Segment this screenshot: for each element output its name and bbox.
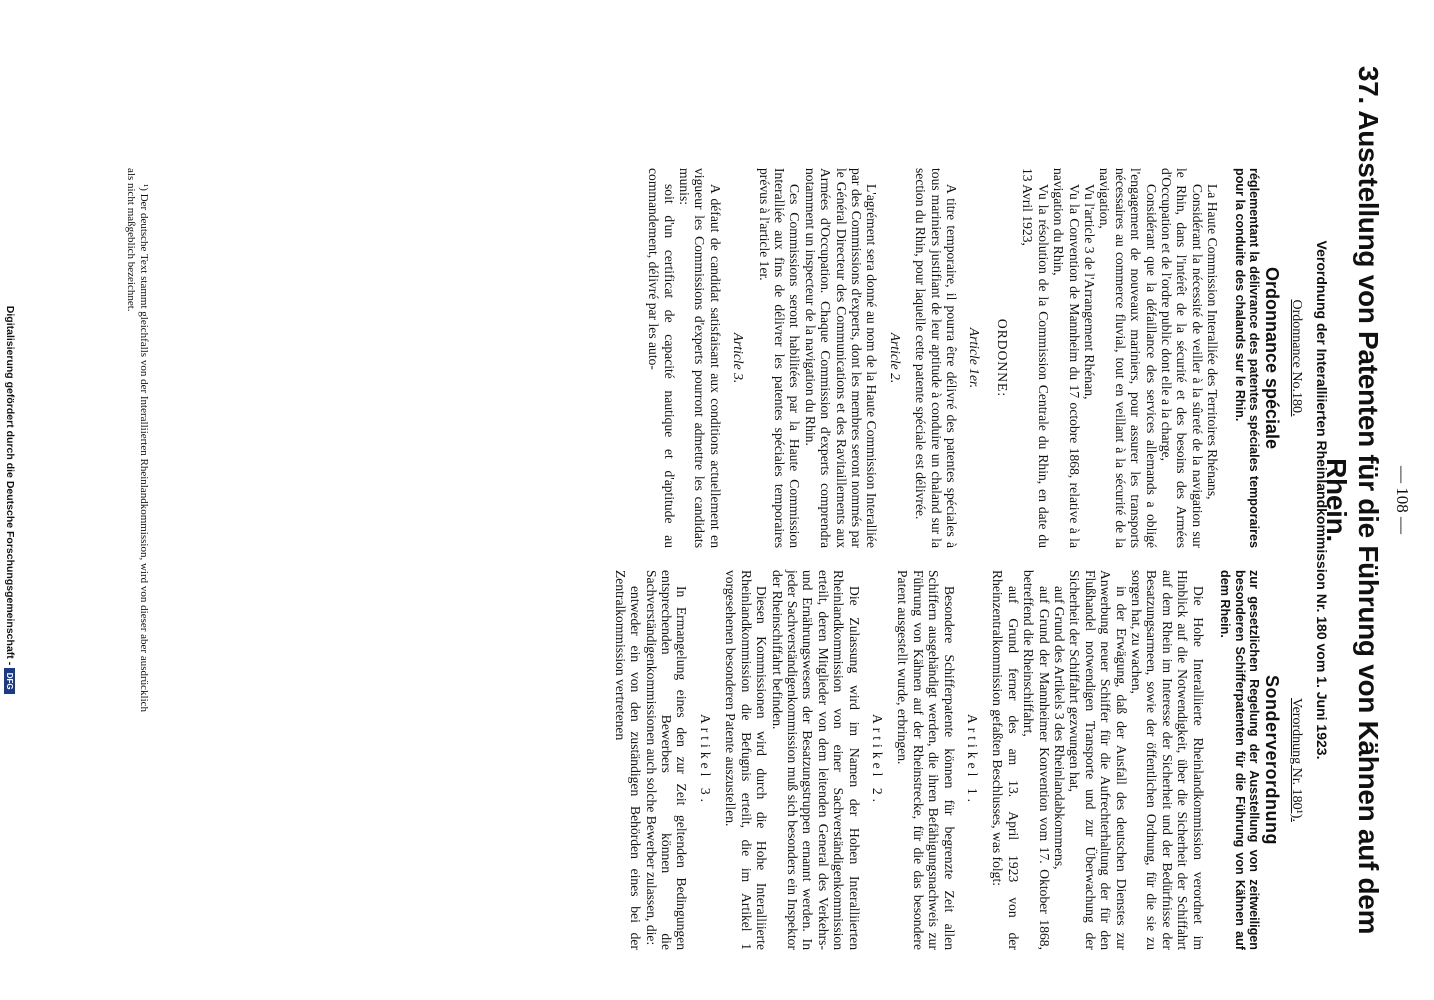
german-preamble-1: Die Hohe Interalliierte Rheinlandkommission verordnet im Hinblick auf die Notwendigkeit, über die Sicherheit der Schiffahrt auf dem Rhein im Interesse der Sicherheit und der Bedürfnisse der Besatzungsarmeen, sowie der öffentlichen Ordnung, für die sie zu sorgen hat, zu wachen,: [1129, 570, 1206, 950]
german-preamble-3: auf Grund des Artikels 3 des Rheinlandabkommens,: [1052, 586, 1068, 870]
german-preamble-2: in der Erwägung, daß der Ausfall des deutschen Dienstes zur Anwerbung neuer Schiffer für die Aufrechterhaltung der für den Flußhandel notwendigen Transporte und zur Überwachung der Sicherheit der Schiffahrt gezwungen hat,: [1067, 570, 1129, 950]
german-artikel-3-text: In Ermangelung eines den zur Zeit geltenden Bedingungen entsprechenden Bewerbers können die Sachverständigenkommissionen auch solche Bewerber zulassen, die:: [643, 570, 690, 950]
french-article-2-text-b: Ces Commissions seront habilitées par la Haute Commission Interalliée aux fins de délivrer les patentes spéciales temporaires prévus à l'article 1er.: [756, 168, 803, 548]
french-subheading: réglementant la délivrance des patentes spéciales temporaires pour la conduite des chalands sur le Rhin.: [1232, 168, 1262, 548]
french-preamble-3: Considérant que la défaillance des services allemands a obligé l'engagement de nouveaux mariniers, pour assurer les transports nécessaires au commerce fluvial, tout en veillant à la sécurité de la navigation,: [1097, 168, 1159, 548]
document-subtitle: Verordnung der Interalliierten Rheinlandkommission Nr. 180 vom 1. Juni 1923.: [1314, 240, 1330, 760]
digitization-credit-text: Digitalisierung gefördert durch die Deutsche Forschungsgemeinschaft -: [4, 305, 16, 666]
verordnung-number: Verordnung Nr. 180¹).: [1289, 698, 1304, 822]
footnote: [124, 168, 150, 950]
ordonne-heading: ORDONNE:: [994, 318, 1010, 398]
french-article-3-text-b: soit d'un certificat de capacité nautique et d'aptitude au commandement, délivré par les auto-: [646, 168, 677, 548]
german-artikel-1-title: Artikel 1.: [965, 713, 980, 807]
german-column: [612, 570, 1304, 950]
german-artikel-2-title: Artikel 2.: [869, 713, 885, 807]
german-subheading: zur gesetzlichen Regelung der Ausstellung von zeitweiligen besonderen Schifferpatenten für die Führung von Kähnen auf dem Rhein.: [1218, 570, 1262, 950]
german-preamble-4: auf Grund der Mannheimer Konvention vom 17. Oktober 1868, betreffend die Rheinschiffahrt,: [1021, 570, 1052, 950]
footnote-line-2: als nicht maßgeblich bezeichnet.: [125, 168, 137, 312]
ordonnance-number: Ordonnance No.180.: [1289, 299, 1304, 417]
french-preamble-5: Vu la Convention de Mannheim du 17 octobre 1868, relative à la navigation du Rhin,: [1051, 168, 1082, 548]
french-article-3-text: A défaut de candidat satisfaisant aux conditions actuellement en vigueur les Commissions d'experts pourront admettre les candidats munis:: [677, 168, 723, 548]
footnote-line-1: ¹) Der deutsche Text stammt gleichfalls von der Interalliierten Rheinlandkommission, wird von dieser aber ausdrücklich: [138, 184, 150, 713]
french-article-1-text: A titre temporaire, il pourra être délivré des patentes spéciales à tous mariniers justifiant de leur aptitude à conduire un chaland sur la section du Rhin, pour laquelle cette patente spéciale est délivrée.: [913, 168, 960, 548]
french-heading: Ordonnance spéciale: [1261, 266, 1282, 450]
french-column: [646, 168, 1304, 548]
french-article-3-title: Article 3.: [731, 332, 747, 384]
digitization-credit: [4, 0, 16, 1000]
german-preamble-5: auf Grund ferner des am 13. April 1923 von der Rheinzentralkommission gefaßten Beschlusses, was folgt:: [990, 570, 1021, 950]
document-title: 37. Ausstellung von Patenten für die Führung von Kähnen auf dem Rhein.: [1321, 65, 1384, 935]
french-preamble-6: Vu la résolution de la Commission Centrale du Rhin, en date du 13 Avril 1923,: [1020, 168, 1051, 548]
german-artikel-2-text: Die Zulassung wird im Namen der Hohen Interalliierten Rheinlandkommission von einer Sachverständigenkommission erteilt, deren Mitglieder von dem leitenden General des Verkehrs- und Ernährungswesens der Besatzungstruppen ernannt werden. In jeder Sachverständigenkommission muß sich besonders ein Inspektor der Rheinschiffahrt befinden.: [769, 570, 862, 950]
german-artikel-3-title: Artikel 3.: [697, 713, 713, 807]
german-artikel-3-text-b: entweder ein von den zuständigen Behörden eines bei der Zentralkommission vertretenen: [612, 570, 644, 950]
french-article-2-title: Article 2.: [887, 332, 903, 384]
french-preamble-4: Vu l'article 3 de l'Arrangement Rhénan,: [1081, 184, 1097, 400]
page-number: — 108 —: [1393, 466, 1412, 534]
dfg-logo: DFG: [4, 668, 15, 694]
german-artikel-2-text-b: Diesen Kommissionen wird durch die Hohe Interalliierte Rheinlandkommission die Befugnis erteilt, die im Artikel 1 vorgesehenen besonderen Patente auszustellen.: [723, 570, 770, 950]
french-preamble-1: La Haute Commission Interalliée des Territoires Rhénans,: [1205, 184, 1221, 500]
german-artikel-1-text: Besondere Schifferpatente können für begrenzte Zeit allen Schiffern ausgehändigt werden, die ihren Befähigungsnachweis zur Führung von Kähnen auf der Rheinstrecke, für die das besondere Patent ausgestellt wurde, erbringen.: [895, 570, 957, 950]
german-heading: Sonderverordnung: [1261, 674, 1282, 845]
french-preamble-2: Considérant la nécessité de veiller à la sûreté de la navigation sur le Rhin, dans l'intérêt de la sécurité et des besoins des Armées d'Occupation et de l'ordre public dont elle a la charge,: [1158, 168, 1205, 548]
french-article-2-text: L'agrément sera donné au nom de la Haute Commission Interalliée par des Commissions d'experts, dont les membres seront nommés par le Général Directeur des Communications et des Ravitaillements aux Armées d'Occupation. Chaque Commission d'experts comprendra notamment un inspecteur de la navigation du Rhin.: [802, 168, 880, 548]
french-article-1-title: Article 1er.: [967, 327, 983, 389]
